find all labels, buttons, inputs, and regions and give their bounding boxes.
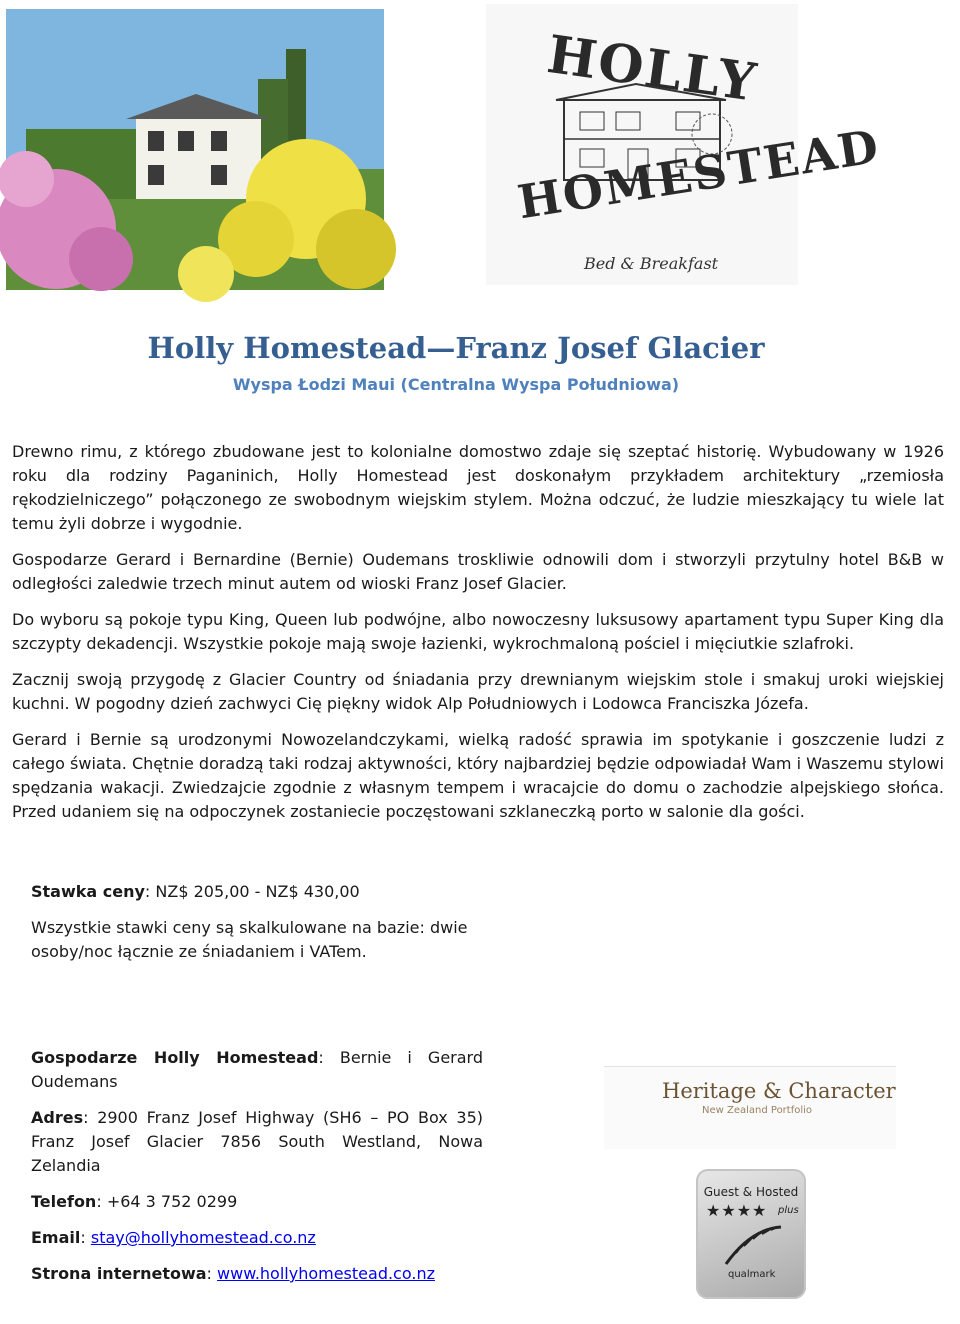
hosts-value: Bernie i Gerard Oudemans <box>31 1048 483 1091</box>
logo-tagline: Bed & Breakfast <box>584 254 719 273</box>
qualmark-title: Guest & Hosted <box>703 1185 799 1199</box>
rate-value: NZ$ 205,00 - NZ$ 430,00 <box>155 882 360 901</box>
phone-value: +64 3 752 0299 <box>106 1192 238 1211</box>
web-line: Strona internetowa: www.hollyhomestead.co.nz <box>31 1264 435 1283</box>
paragraph: Gospodarze Gerard i Bernardine (Bernie) Oudemans troskliwie odnowili dom i stworzyli przytulny hotel B&B w odległości zaledwie trzech minut autem od wioski Franz Josef Glacier. <box>12 550 944 593</box>
hosts-line: Gospodarze Holly Homestead: Bernie i Gerard Oudemans <box>31 1048 483 1091</box>
address-line: Adres: 2900 Franz Josef Highway (SH6 – PO Box 35) Franz Josef Glacier 7856 South Westland, Nowa Zelandia <box>31 1108 483 1175</box>
heritage-badge-name: Heritage & Character <box>662 1079 896 1103</box>
phone-label: Telefon <box>31 1192 97 1211</box>
phone-line: Telefon: +64 3 752 0299 <box>31 1192 238 1211</box>
rate-line: Stawka ceny: NZ$ 205,00 - NZ$ 430,00 <box>31 882 360 901</box>
description <box>12 440 944 836</box>
qualmark-name: qualmark <box>728 1269 776 1280</box>
address-label: Adres <box>31 1108 84 1127</box>
email-label: Email <box>31 1228 81 1247</box>
email-line: Email: stay@hollyhomestead.co.nz <box>31 1228 316 1247</box>
heritage-badge-sub: New Zealand Portfolio <box>702 1105 813 1116</box>
paragraph: Zacznij swoją przygodę z Glacier Country od śniadania przy drewnianym wiejskim stole i smakuj uroki wiejskiej kuchni. W pogodny dzień zachwyci Cię piękny widok Alp Południowych i Lodowca Franciszka Józefa. <box>12 670 944 713</box>
email-link[interactable]: stay@hollyhomestead.co.nz <box>90 1228 316 1247</box>
paragraph: Drewno rimu, z którego zbudowane jest to kolonialne domostwo zdaje się szeptać historię. Wybudowany w 1926 roku dla rodziny Paganinich, Holly Homestead jest doskonałym przykładem architektury „rzemiosła rękodzielniczego” połączonego ze swobodnym wiejskim stylem. Można odczuć, że ludzie mieszkający tu wiele lat temu żyli dobrze i wygodnie. <box>12 442 944 533</box>
holly-homestead-logo <box>486 4 884 285</box>
paragraph: Do wyboru są pokoje typu King, Queen lub podwójne, albo nowoczesny luksusowy apartament typu Super King dla szczypty dekadencji. Wszystkie pokoje mają swoje łazienki, wykrochmaloną pościel i mięciutkie szlafroki. <box>12 610 944 653</box>
web-label: Strona internetowa <box>31 1264 207 1283</box>
rate-section <box>31 880 491 976</box>
page-subtitle: Wyspa Łodzi Maui (Centralna Wyspa Południowa) <box>232 375 680 394</box>
star-rating-icon: ★★★★ <box>706 1201 768 1220</box>
hosts-label: Gospodarze Holly Homestead <box>31 1048 319 1067</box>
website-link[interactable]: www.hollyhomestead.co.nz <box>217 1264 435 1283</box>
logo-text-homestead: HOMESTEAD <box>514 118 884 230</box>
homestead-photo <box>6 9 384 290</box>
address-value: 2900 Franz Josef Highway (SH6 – PO Box 35) Franz Josef Glacier 7856 South Westland, Nowa Zelandia <box>31 1108 483 1175</box>
rate-note: Wszystkie stawki ceny są skalkulowane na bazie: dwie osoby/noc łącznie ze śniadaniem i VATem. <box>31 918 468 961</box>
page-title: Holly Homestead—Franz Josef Glacier <box>147 331 765 365</box>
contact-section <box>31 1046 483 1298</box>
qualmark-plus: plus <box>778 1205 799 1216</box>
heritage-character-badge <box>604 1066 896 1149</box>
rate-label: Stawka ceny <box>31 882 145 901</box>
qualmark-badge <box>696 1169 806 1299</box>
logo-text-holly: HOLLY <box>543 24 762 114</box>
paragraph: Gerard i Bernie są urodzonymi Nowozelandczykami, wielką radość sprawia im spotykanie i goszczenie ludzi z całego świata. Chętnie doradzą taki rodzaj aktywności, który najbardziej będzie odpowiadał Wam i Waszemu stylowi spędzania wakacji. Zwiedzajcie zgodnie z własnym tempem i wracajcie do domu o zachodzie alpejskiego słońca. Przed udaniem się na odpoczynek zostaniecie poczęstowani szklaneczką porto w salonie dla gości. <box>12 730 944 821</box>
